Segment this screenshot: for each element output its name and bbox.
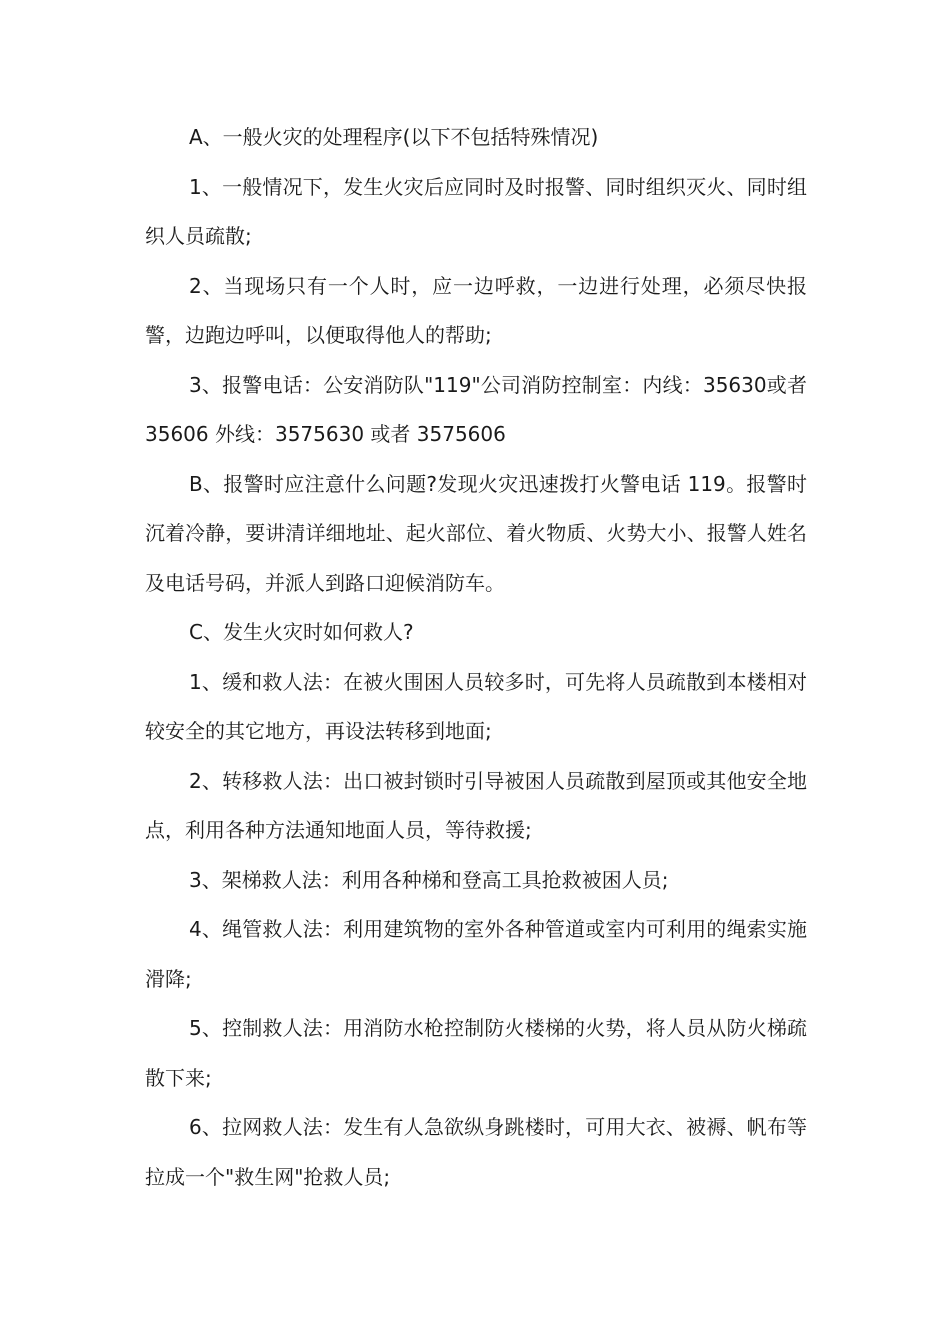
paragraph-c1-gradual-rescue: 1、缓和救人法：在被火围困人员较多时，可先将人员疏散到本楼相对较安全的其它地方，再设法转移到地面;	[145, 669, 807, 743]
document-body	[145, 113, 807, 1202]
paragraph-a3-alarm-phone-numbers: 3、报警电话：公安消防队"119"公司消防控制室：内线：35630或者 35606 外线：3575630 或者 3575606	[145, 372, 807, 446]
paragraph-c5-controlled-rescue: 5、控制救人法：用消防水枪控制防火楼梯的火势，将人员从防火梯疏散下来;	[145, 1016, 807, 1090]
paragraph-c3-ladder-rescue: 3、架梯救人法：利用各种梯和登高工具抢救被困人员;	[189, 867, 669, 892]
section-b-reporting: B、报警时应注意什么问题?发现火灾迅速拨打火警电话 119。报警时沉着冷静，要讲清详细地址、起火部位、着火物质、火势大小、报警人姓名及电话号码，并派人到路口迎候消防车。	[145, 471, 807, 595]
section-a-heading: A、一般火灾的处理程序(以下不包括特殊情况)	[189, 125, 599, 149]
paragraph-c2-transfer-rescue: 2、转移救人法：出口被封锁时引导被困人员疏散到屋顶或其他安全地点，利用各种方法通知地面人员，等待救援;	[145, 768, 807, 842]
paragraph-a2-single-person: 2、当现场只有一个人时，应一边呼救，一边进行处理，必须尽快报警，边跑边呼叫，以便取得他人的帮助;	[145, 273, 807, 347]
paragraph-c4-rope-pipe-rescue: 4、绳管救人法：利用建筑物的室外各种管道或室内可利用的绳索实施滑降;	[145, 917, 807, 991]
paragraph-a1-alarm-extinguish-evacuate: 1、一般情况下，发生火灾后应同时及时报警、同时组织灭火、同时组织人员疏散;	[145, 174, 807, 248]
section-c-heading: C、发生火灾时如何救人?	[189, 620, 414, 644]
paragraph-c6-net-rescue: 6、拉网救人法：发生有人急欲纵身跳楼时，可用大衣、被褥、帆布等拉成一个"救生网"抢救人员;	[145, 1115, 807, 1189]
